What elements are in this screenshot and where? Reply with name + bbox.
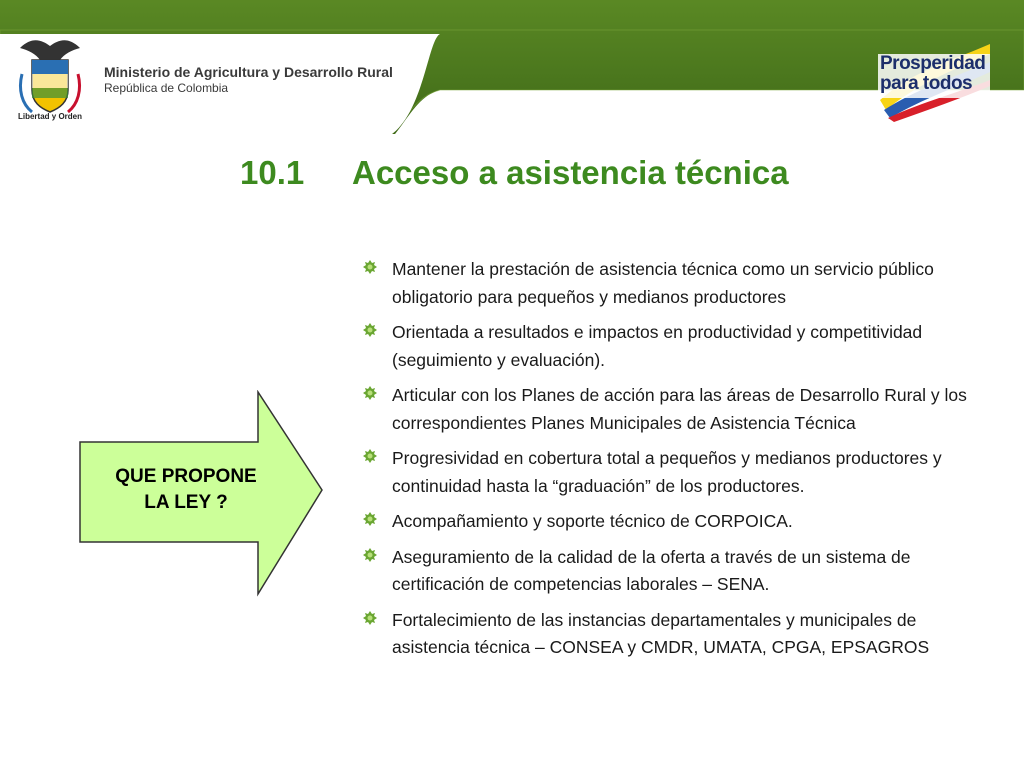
list-item xyxy=(362,319,982,374)
list-item xyxy=(362,382,982,437)
list-item xyxy=(362,607,982,662)
bullet-text: Articular con los Planes de acción para las áreas de Desarrollo Rural y los correspondientes Planes Municipales de Asistencia Técnica xyxy=(392,385,967,433)
green-gear-bullet-icon xyxy=(362,322,378,338)
bullet-list xyxy=(362,256,982,670)
list-item xyxy=(362,445,982,500)
bullet-text: Orientada a resultados e impactos en productividad y competitividad (seguimiento y evaluación). xyxy=(392,322,923,370)
seal-motto: Libertad y Orden xyxy=(17,112,82,121)
arrow-label-line1: QUE PROPONE xyxy=(115,466,257,487)
bullet-text: Fortalecimiento de las instancias departamentales y municipales de asistencia técnica – CONSEA y CMDR, UMATA, CPGA, EPSAGROS xyxy=(392,609,930,657)
country-name: República de Colombia xyxy=(104,81,229,95)
section-number: 10.1 xyxy=(240,154,305,191)
arrow-label xyxy=(96,464,276,516)
list-item xyxy=(362,256,982,311)
slide-title xyxy=(240,154,789,198)
header-banner xyxy=(0,0,1024,134)
bullet-text: Acompañamiento y soporte técnico de CORPOICA. xyxy=(392,511,793,531)
bullet-text: Mantener la prestación de asistencia técnica como un servicio público obligatorio para pequeños y medianos productores xyxy=(392,259,934,307)
arrow-label-line2: LA LEY ? xyxy=(144,492,228,513)
green-gear-bullet-icon xyxy=(362,259,378,275)
ministry-name: Ministerio de Agricultura y Desarrollo Rural xyxy=(104,64,393,80)
brand-logo-line1: Prosperidad xyxy=(880,53,986,74)
list-item xyxy=(362,544,982,599)
green-gear-bullet-icon xyxy=(362,448,378,464)
brand-logo-line2: para todos xyxy=(880,73,973,94)
bullet-text: Progresividad en cobertura total a pequeños y medianos productores y continuidad hasta la “graduación” de los productores. xyxy=(392,448,942,496)
bullet-text: Aseguramiento de la calidad de la oferta a través de un sistema de certificación de competencias laborales – SENA. xyxy=(392,546,911,594)
green-gear-bullet-icon xyxy=(362,385,378,401)
green-gear-bullet-icon xyxy=(362,511,378,527)
list-item xyxy=(362,508,982,536)
brand-logo-text xyxy=(880,54,985,94)
section-title: Acceso a asistencia técnica xyxy=(352,154,789,191)
ministry-name-block xyxy=(104,64,393,95)
green-gear-bullet-icon xyxy=(362,610,378,626)
green-gear-bullet-icon xyxy=(362,547,378,563)
